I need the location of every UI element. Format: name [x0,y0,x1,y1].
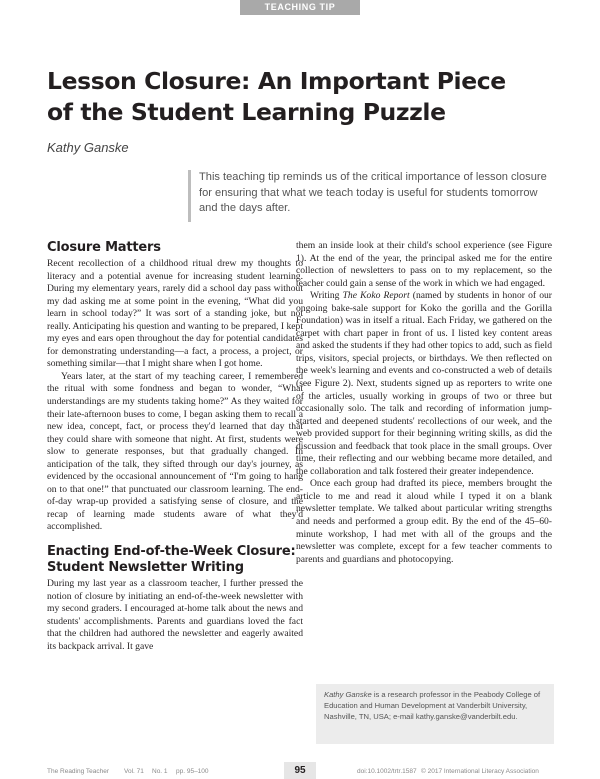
teaching-tip-tab: TEACHING TIP [240,0,360,15]
bio-text: is a research professor in the Peabody College of Education and Human Development at Vanderbilt University, Nashville, TN, USA; e-mail kathy.ganske@vanderbilt.edu. [324,690,541,721]
paragraph: During my last year as a classroom teacher, I further pressed the notion of closure by initiating an end-of-the-week newsletter with my second graders. I encouraged at-home talk about the news and students' accomplishments. Parents and guardians loved the fact that the children had authored the newsletter and eagerly awaited its backpack arrival. It gave [47,578,303,652]
left-column [47,240,303,653]
paragraph: Recent recollection of a childhood ritual drew my thoughts to literacy and a potential avenue for increasing student learning. During my elementary years, rarely did a school day pass without my dad asking me at some point in the evening, “What did you learn in school today?” It was sort of a standing joke, but not really. Anticipating his question and wanting to be prepared, I kept my eyes and ears open throughout the day for potential candidates for demonstrating understanding—a fact, a process, a project, or something similar—that I might share when I got home. [47,258,303,370]
journal-pages: pp. 95–100 [176,768,209,775]
heading-line-1: Enacting End-of-the-Week Closure: [47,544,296,560]
page-number: 95 [284,762,316,779]
article-title [47,66,567,128]
abstract-text: This teaching tip reminds us of the critical importance of lesson closure for ensuring that what we teach today is useful for students tomorrow and the days after. [199,171,547,214]
section-heading-newsletter [47,544,303,576]
paragraph-text: Writing [310,290,343,302]
journal-volume: Vol. 71 [124,768,144,775]
section-heading-closure-matters: Closure Matters [47,240,161,255]
title-line-1: Lesson Closure: An Important Piece [47,67,506,95]
doi: doi:10.1002/trtr.1587 [357,768,417,775]
journal-name: The Reading Teacher [47,768,110,775]
journal-issue: No. 1 [152,768,168,775]
paragraph: them an inside look at their child's school experience (see Figure 1). At the end of the year, the principal asked me for the entire collection of newsletters to pass on to my replacement, so the teacher could gain a sense of the work in which we had engaged. [296,240,552,289]
newsletter-title: The Koko Report [342,290,410,302]
author-bio [324,689,546,722]
bio-author-name: Kathy Ganske [324,690,372,699]
author-name: Kathy Ganske [47,140,129,155]
spacer [47,534,303,544]
paragraph-text: (named by students in honor of our ongoing bake-sale support for Koko the gorilla and the Gorilla Foundation) was in itself a ritual. Each Friday, we gathered on the carpet with chart paper in front of us. I listed key content areas and asked the students if they had other topics to add, such as field trips, visitors, special projects, or birthdays. We then reflected on the week's learning and events and co-constructed a web of details (see Figure 2). Next, students signed up as reporters to write one of the articles, usually working in groups of two or three but occasionally solo. The talk and recording of information jump-started and deepened students' recollections of our week, and the web provided support for their beginning writing skills, as did the discussion and feedback that took place in the small groups. Over time, their reflecting and our webbing became more detailed, and the collaboration and talk fostered their greater independence. [296,290,552,477]
paragraph: Years later, at the start of my teaching career, I remembered the ritual with some fondness and began to wonder, “What understandings are my students taking home?” As they waited for their late-afternoon buses to come, I began asking them to recall a new idea, concept, fact, or process they'd learned that day that they could share with someone that night. At first, students were slow to generate responses, but that gradually changed. In anticipation of the talk, they sifted through our day's journey, as evidenced by the occasional announcement of “I'm going to hang on to that one!” that punctuated our classroom learning. The end-of-day wrap-up provided a satisfying sense of closure, and the recap of learning made students aware of what they'd accomplished. [47,370,303,533]
right-column [296,240,552,566]
heading-line-2: Student Newsletter Writing [47,560,244,576]
paragraph [296,290,552,478]
paragraph: Once each group had drafted its piece, members brought the article to me and read it aloud while I typed it on a blank newsletter template. We talked about particular writing strengths and needs and performed a group edit. By the end of the 45–60-minute workshop, I had met with all of the groups and the newsletter was complete, except for a few teacher comments to parents and guardians and photocopying. [296,478,552,565]
abstract-box [188,170,552,222]
title-line-2: of the Student Learning Puzzle [47,98,446,126]
author-bio-box [316,684,554,744]
copyright: © 2017 International Literacy Association [421,768,539,775]
